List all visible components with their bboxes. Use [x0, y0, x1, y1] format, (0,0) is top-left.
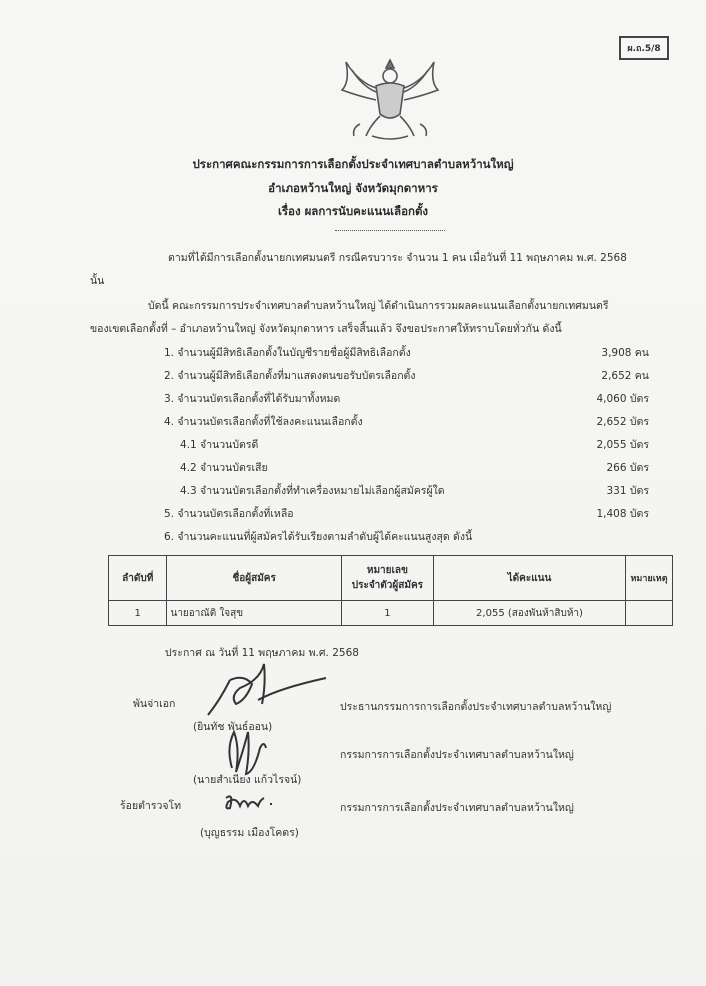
announcement-title: ประกาศคณะกรรมการการเลือกตั้งประจำเทศบาลตำบลหว้านใหญ่: [192, 157, 514, 171]
separator-line: [335, 230, 445, 231]
cell-note: [626, 601, 673, 626]
intro-paragraph-1: ตามที่ได้มีการเลือกตั้งนายกเทศมนตรี กรณีครบวาระ จำนวน 1 คน เมื่อวันที่ 11 พฤษภาคม พ.ศ. 2568: [168, 252, 627, 264]
header-candidate-name: ชื่อผู้สมัคร: [167, 556, 341, 601]
results-table: [108, 555, 673, 626]
header-score: ได้คะแนน: [433, 556, 625, 601]
value-ballots-received: 4,060 บัตร: [596, 393, 649, 405]
garuda-emblem-icon: [336, 52, 444, 144]
value-spoiled-ballots: 266 บัตร: [606, 462, 649, 474]
signatory-3-rank: ร้อยตำรวจโท: [120, 800, 182, 812]
cell-candidate-name: นายอาณัติ ใจสุข: [167, 601, 341, 626]
signatory-1-name: (ยินทัช พันธ์ออน): [193, 721, 273, 733]
value-remaining-ballots: 1,408 บัตร: [596, 508, 649, 520]
signatory-1-position: ประธานกรรมการการเลือกตั้งประจำเทศบาลตำบลหว้านใหญ่: [340, 701, 612, 713]
value-voters-turnout: 2,652 คน: [601, 370, 649, 382]
header-candidate-number: [341, 556, 433, 601]
item-no-vote-ballots: 4.3 จำนวนบัตรเลือกตั้งที่ทำเครื่องหมายไม่เลือกผู้สมัครผู้ใด: [180, 485, 445, 497]
district-line: อำเภอหว้านใหญ่ จังหวัดมุกดาหาร: [268, 181, 438, 195]
intro-paragraph-2: บัดนี้ คณะกรรมการประจำเทศบาลตำบลหว้านใหญ่ ได้ดำเนินการรวมผลคะแนนเลือกตั้งนายกเทศมนตรี: [148, 300, 609, 312]
item-voters-turnout: 2. จำนวนผู้มีสิทธิเลือกตั้งที่มาแสดงตนขอรับบัตรเลือกตั้ง: [164, 370, 416, 382]
value-no-vote-ballots: 331 บัตร: [606, 485, 649, 497]
item-good-ballots: 4.1 จำนวนบัตรดี: [180, 439, 259, 451]
subject-line: เรื่อง ผลการนับคะแนนเลือกตั้ง: [277, 204, 429, 218]
cell-rank: 1: [109, 601, 167, 626]
value-ballots-used: 2,652 บัตร: [596, 416, 649, 428]
item-ballots-received: 3. จำนวนบัตรเลือกตั้งที่ได้รับมาทั้งหมด: [164, 393, 341, 405]
table-row: [109, 601, 673, 626]
cell-score: 2,055 (สองพันห้าสิบห้า): [433, 601, 625, 626]
header-note: หมายเหตุ: [626, 556, 673, 601]
item-eligible-voters: 1. จำนวนผู้มีสิทธิเลือกตั้งในบัญชีรายชื่อผู้มีสิทธิเลือกตั้ง: [164, 347, 411, 359]
signature-3-icon: [220, 790, 280, 815]
item-spoiled-ballots: 4.2 จำนวนบัตรเสีย: [180, 462, 268, 474]
signatory-1-rank: พันจ่าเอก: [133, 698, 176, 710]
header-number-line2: ประจำตัวผู้สมัคร: [351, 580, 424, 591]
signature-1-icon: [200, 660, 330, 720]
intro-paragraph-2-cont: ของเขตเลือกตั้งที่ – อำเภอหว้านใหญ่ จังหวัดมุกดาหาร เสร็จสิ้นแล้ว จึงขอประกาศให้ทราบโดยทั่วกัน ดังนี้: [90, 323, 562, 335]
signatory-3-name: (บุญธรรม เมืองโคตร): [200, 827, 299, 839]
header-rank: ลำดับที่: [109, 556, 167, 601]
value-good-ballots: 2,055 บัตร: [596, 439, 649, 451]
item-candidate-scores: 6. จำนวนคะแนนที่ผู้สมัครได้รับเรียงตามลำดับผู้ได้คะแนนสูงสุด ดังนี้: [164, 531, 473, 543]
cell-candidate-number: 1: [341, 601, 433, 626]
value-eligible-voters: 3,908 คน: [601, 347, 649, 359]
header-number-line1: หมายเลข: [366, 565, 408, 576]
intro-paragraph-1-end: นั้น: [90, 275, 105, 287]
signatory-2-name: (นายสำเนียง แก้วไรจน์): [193, 774, 302, 786]
signatory-3-position: กรรมการการเลือกตั้งประจำเทศบาลตำบลหว้านใหญ่: [340, 802, 574, 814]
item-ballots-used: 4. จำนวนบัตรเลือกตั้งที่ใช้ลงคะแนนเลือกตั้ง: [164, 416, 363, 428]
signatory-2-position: กรรมการการเลือกตั้งประจำเทศบาลตำบลหว้านใหญ่: [340, 749, 574, 761]
form-code-badge: ผ.ถ.5/8: [619, 36, 669, 60]
announcement-date: ประกาศ ณ วันที่ 11 พฤษภาคม พ.ศ. 2568: [165, 647, 359, 659]
item-remaining-ballots: 5. จำนวนบัตรเลือกตั้งที่เหลือ: [164, 508, 294, 520]
